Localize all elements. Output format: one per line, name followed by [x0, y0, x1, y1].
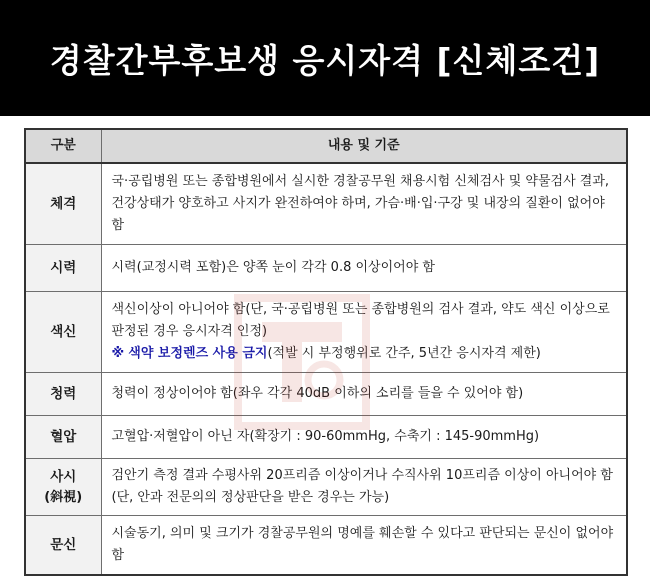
table-row	[25, 459, 627, 516]
row-category: 혈압	[25, 416, 101, 459]
page-title: 경찰간부후보생 응시자격 [신체조건]	[49, 40, 601, 80]
row-category: 청력	[25, 373, 101, 416]
table-row	[25, 245, 627, 292]
row-category-sub-label: (斜視)	[44, 489, 83, 505]
row-category: 색신	[25, 292, 101, 373]
row-category: 체격	[25, 163, 101, 245]
note-bold-text: 색약 보정렌즈 사용 금지	[128, 346, 268, 361]
row-content: 검안기 측정 결과 수평사위 20프리즘 이상이거나 수직사위 10프리즘 이상이 아니어야 함(단, 안과 전문의의 정상판단을 받은 경우는 가능)	[101, 459, 627, 516]
row-category: 문신	[25, 516, 101, 576]
row-content-text: 색신이상이 아니어야 함(단, 국·공립병원 또는 종합병원의 검사 결과, 약도 색신 이상으로 판정된 경우 응시자격 인정)	[111, 302, 610, 339]
row-category-strabismus	[25, 459, 101, 516]
physical-conditions-table	[24, 128, 628, 576]
row-content: 국·공립병원 또는 종합병원에서 실시한 경찰공무원 채용시험 신체검사 및 약물검사 결과, 건강상태가 양호하고 사지가 완전하여야 하며, 가슴·배·입·구강 및 내장의 질환이 없어야 함	[101, 163, 627, 245]
row-content: 청력이 정상이어야 함(좌우 각각 40dB 이하의 소리를 들을 수 있어야 함)	[101, 373, 627, 416]
row-content: 고혈압·저혈압이 아닌 자(확장기 : 90-60mmHg, 수축기 : 145-90mmHg)	[101, 416, 627, 459]
note-mark: ※	[111, 346, 125, 361]
row-category-label: 사시	[50, 468, 77, 485]
row-content: 시술동기, 의미 및 크기가 경찰공무원의 명예를 훼손할 수 있다고 판단되는 문신이 없어야 함	[101, 516, 627, 576]
table-row	[25, 516, 627, 576]
table-row	[25, 163, 627, 245]
title-banner	[0, 0, 650, 116]
table-row	[25, 373, 627, 416]
row-category: 시력	[25, 245, 101, 292]
header-category: 구분	[25, 129, 101, 163]
conditions-table-wrapper	[24, 128, 626, 576]
table-row	[25, 416, 627, 459]
note-rest-text: (적발 시 부정행위로 간주, 5년간 응시자격 제한)	[267, 346, 541, 361]
row-content: 시력(교정시력 포함)은 양쪽 눈이 각각 0.8 이상이어야 함	[101, 245, 627, 292]
table-row	[25, 292, 627, 373]
row-content-color-vision	[101, 292, 627, 373]
table-header-row	[25, 129, 627, 163]
header-content: 내용 및 기준	[101, 129, 627, 163]
